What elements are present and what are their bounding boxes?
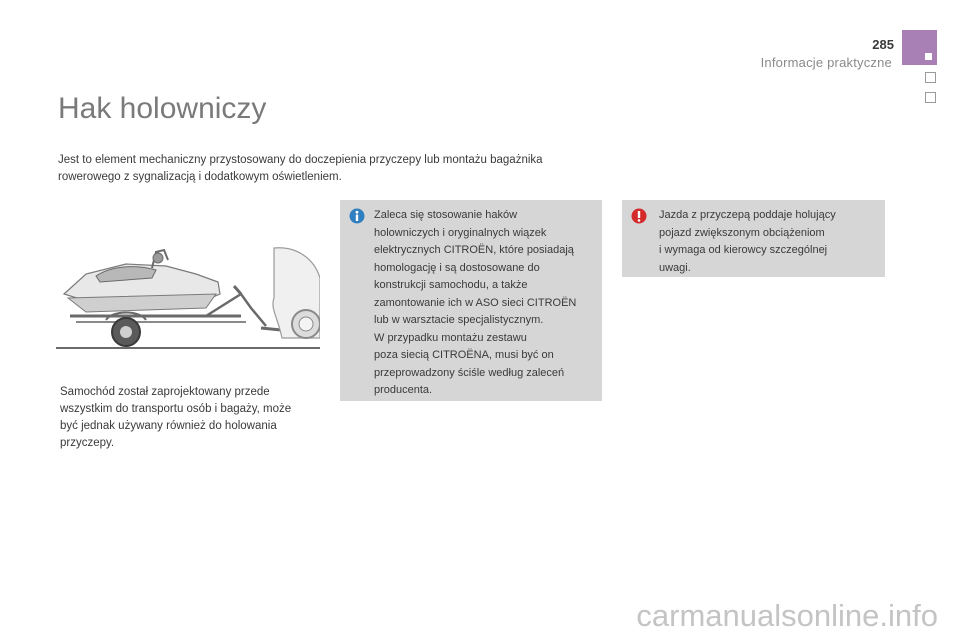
chapter-tab-active[interactable]: [902, 30, 937, 65]
trailer-illustration: [56, 238, 320, 354]
chapter-tab-2[interactable]: [925, 72, 936, 83]
page-title: Hak holowniczy: [58, 92, 267, 125]
warning-box: [622, 200, 885, 277]
watermark: carmanualsonline.info: [636, 598, 938, 633]
intro-paragraph: Jest to element mechaniczny przystosowany do doczepienia przyczepy lub montażu bagażnika rowerowego z sygnalizacją i dodatkowym oświetleniem.: [58, 154, 543, 183]
page-number: 285: [872, 37, 894, 52]
section-title: Informacje praktyczne: [760, 55, 892, 70]
warning-text: Jazda z przyczepą poddaje holujący pojazd zwiększonym obciążeniom i wymaga od kierowcy szczególnej uwagi.: [659, 209, 836, 274]
info-text: Zaleca się stosowanie haków holowniczych i oryginalnych wiązek elektrycznych CITROËN, które posiadają homologację i są dostosowane do konstrukcji samochodu, a także zamontowanie ich w ASO sieci CITROËN lub w warsztacie specjalistycznym. W przypadku montażu zestawu poza siecią CITROËNA, musi być on przeprowadzony ściśle według zaleceń producenta.: [374, 209, 577, 396]
info-box: [340, 200, 602, 401]
warning-icon: [631, 208, 647, 224]
tab-marker: [925, 53, 932, 60]
chapter-tab-3[interactable]: [925, 92, 936, 103]
info-icon: [349, 208, 365, 224]
body-paragraph: Samochód został zaprojektowany przede wszystkim do transportu osób i bagaży, może być jednak używany również do holowania przyczepy.: [60, 386, 292, 449]
